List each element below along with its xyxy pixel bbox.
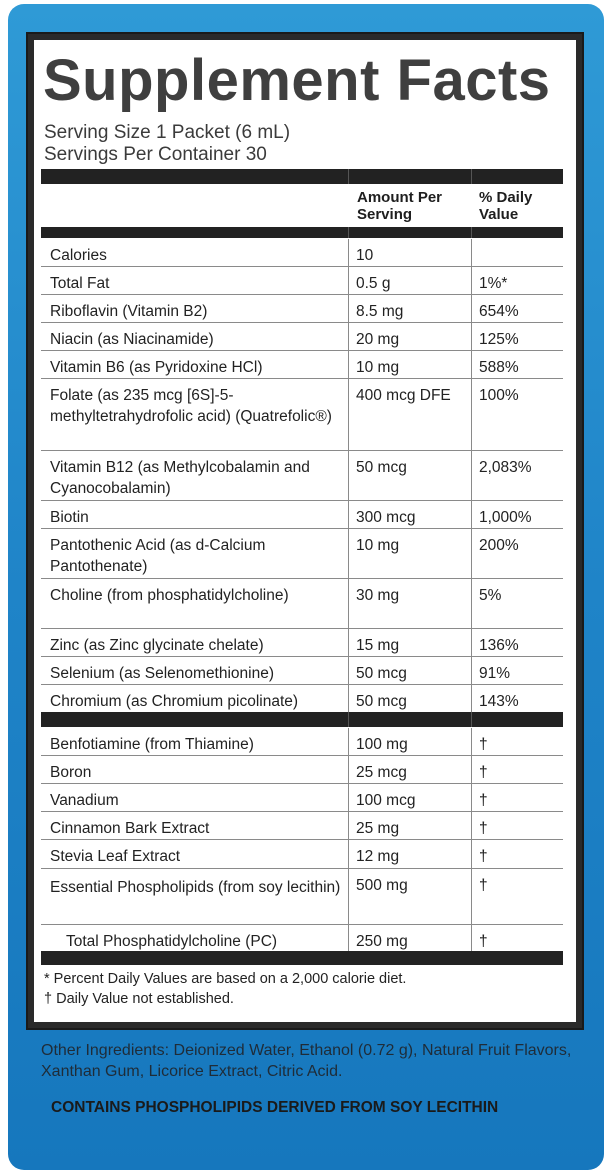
other-ingredients-text: Other Ingredients: Deionized Water, Ethanol (0.72 g), Natural Fruit Flavors, Xanthan Gum, Licorice Extract, Citric Acid. bbox=[41, 1042, 572, 1080]
nutrient-amount: 50 mcg bbox=[356, 459, 407, 476]
nutrient-name: Benfotiamine (from Thiamine) bbox=[50, 736, 254, 753]
nutrient-name: Stevia Leaf Extract bbox=[50, 848, 181, 865]
table-row bbox=[41, 579, 563, 629]
dagger-footnote: † Daily Value not established. bbox=[44, 991, 234, 1007]
header-daily-value: % Daily Value bbox=[479, 189, 533, 223]
nutrient-daily-value: 100% bbox=[479, 387, 519, 404]
nutrient-daily-value: 143% bbox=[479, 693, 519, 710]
nutrient-amount: 15 mg bbox=[356, 637, 400, 654]
nutrient-amount: 50 mcg bbox=[356, 665, 407, 682]
panel-title: Supplement Facts bbox=[43, 48, 551, 113]
table-row bbox=[41, 239, 563, 267]
nutrient-daily-value: † bbox=[479, 820, 488, 837]
nutrient-amount: 25 mcg bbox=[356, 764, 407, 781]
table-row bbox=[41, 351, 563, 379]
nutrient-name: Choline (from phosphatidylcholine) bbox=[50, 587, 289, 604]
nutrient-daily-value: † bbox=[479, 933, 488, 950]
nutrient-daily-value: 91% bbox=[479, 665, 511, 682]
nutrient-daily-value: 1,000% bbox=[479, 509, 532, 526]
nutrient-amount: 10 bbox=[356, 247, 374, 264]
table-row bbox=[41, 295, 563, 323]
percent-daily-footnote: * Percent Daily Values are based on a 2,000 calorie diet. bbox=[44, 971, 407, 987]
table-row bbox=[41, 451, 563, 501]
table-row bbox=[41, 685, 563, 713]
nutrient-name: Cinnamon Bark Extract bbox=[50, 820, 210, 837]
nutrient-daily-value: 654% bbox=[479, 303, 519, 320]
table-row bbox=[41, 501, 563, 529]
nutrient-daily-value: † bbox=[479, 764, 488, 781]
nutrient-name: Chromium (as Chromium picolinate) bbox=[50, 693, 299, 710]
table-row bbox=[41, 267, 563, 295]
nutrient-name: Calories bbox=[50, 247, 107, 264]
nutrient-name: Riboflavin (Vitamin B2) bbox=[50, 303, 208, 320]
nutrient-name: Vanadium bbox=[50, 792, 119, 809]
table-row bbox=[41, 529, 563, 579]
nutrient-name: Total Fat bbox=[50, 275, 110, 292]
nutrient-daily-value: 5% bbox=[479, 587, 502, 604]
nutrient-amount: 300 mcg bbox=[356, 509, 416, 526]
header-amount-per-serving: Amount Per Serving bbox=[357, 189, 443, 223]
nutrient-amount: 0.5 g bbox=[356, 275, 391, 292]
nutrient-name: Pantothenic Acid (as d-Calcium Pantothenate) bbox=[50, 537, 266, 575]
table-row bbox=[41, 323, 563, 351]
nutrient-amount: 8.5 mg bbox=[356, 303, 404, 320]
nutrient-daily-value: 2,083% bbox=[479, 459, 532, 476]
nutrient-name: Folate (as 235 mcg [6S]-5-methyltetrahydrofolic acid) (Quatrefolic®) bbox=[50, 387, 332, 425]
bottom-bar bbox=[41, 951, 563, 965]
nutrient-amount: 50 mcg bbox=[356, 693, 407, 710]
nutrient-amount: 400 mcg DFE bbox=[356, 387, 451, 404]
nutrient-name: Biotin bbox=[50, 509, 89, 526]
nutrient-daily-value: † bbox=[479, 792, 488, 809]
section-divider-bar bbox=[41, 712, 563, 727]
nutrient-amount: 100 mcg bbox=[356, 792, 416, 809]
table-row bbox=[41, 728, 563, 756]
supplement-facts-panel bbox=[26, 32, 584, 1030]
table-row bbox=[41, 756, 563, 784]
serving-size: Serving Size 1 Packet (6 mL) bbox=[44, 122, 291, 143]
table-row bbox=[41, 812, 563, 840]
supplement-facts-inner bbox=[34, 40, 576, 1022]
header-bar-bottom bbox=[41, 227, 563, 238]
table-row bbox=[41, 379, 563, 451]
nutrient-daily-value: † bbox=[479, 736, 488, 753]
nutrient-amount: 20 mg bbox=[356, 331, 400, 348]
nutrient-daily-value: 125% bbox=[479, 331, 519, 348]
table-row bbox=[41, 629, 563, 657]
nutrient-amount: 30 mg bbox=[356, 587, 400, 604]
header-bar-top bbox=[41, 169, 563, 184]
table-row bbox=[41, 869, 563, 925]
nutrient-name: Zinc (as Zinc glycinate chelate) bbox=[50, 637, 264, 654]
nutrient-amount: 25 mg bbox=[356, 820, 400, 837]
nutrient-name: Boron bbox=[50, 764, 92, 781]
table-row bbox=[41, 925, 563, 952]
nutrient-daily-value: 136% bbox=[479, 637, 519, 654]
nutrient-amount: 100 mg bbox=[356, 736, 408, 753]
table-row bbox=[41, 657, 563, 685]
nutrient-amount: 500 mg bbox=[356, 877, 408, 894]
servings-per-container: Servings Per Container 30 bbox=[44, 144, 267, 165]
nutrient-name: Selenium (as Selenomethionine) bbox=[50, 665, 275, 682]
nutrient-name: Vitamin B12 (as Methylcobalamin and Cyanocobalamin) bbox=[50, 459, 310, 497]
nutrient-amount: 10 mg bbox=[356, 537, 400, 554]
nutrient-table bbox=[41, 239, 563, 713]
nutrient-daily-value: 588% bbox=[479, 359, 519, 376]
nutrient-amount: 12 mg bbox=[356, 848, 400, 865]
nutrient-amount: 10 mg bbox=[356, 359, 400, 376]
table-row bbox=[41, 840, 563, 869]
nutrient-name: Total Phosphatidylcholine (PC) bbox=[66, 933, 278, 950]
nutrient-name: Niacin (as Niacinamide) bbox=[50, 331, 214, 348]
nutrient-name: Essential Phospholipids (from soy lecithin) bbox=[50, 879, 341, 896]
nutrient-name: Vitamin B6 (as Pyridoxine HCl) bbox=[50, 359, 263, 376]
nutrient-amount: 250 mg bbox=[356, 933, 408, 950]
table-row bbox=[41, 784, 563, 812]
nutrient-daily-value: † bbox=[479, 877, 488, 894]
allergen-statement: CONTAINS PHOSPHOLIPIDS DERIVED FROM SOY LECITHIN bbox=[51, 1099, 499, 1116]
nutrient-daily-value: 1%* bbox=[479, 275, 508, 292]
nutrient-daily-value: 200% bbox=[479, 537, 519, 554]
other-ingredients-table bbox=[41, 728, 563, 952]
nutrient-daily-value: † bbox=[479, 848, 488, 865]
